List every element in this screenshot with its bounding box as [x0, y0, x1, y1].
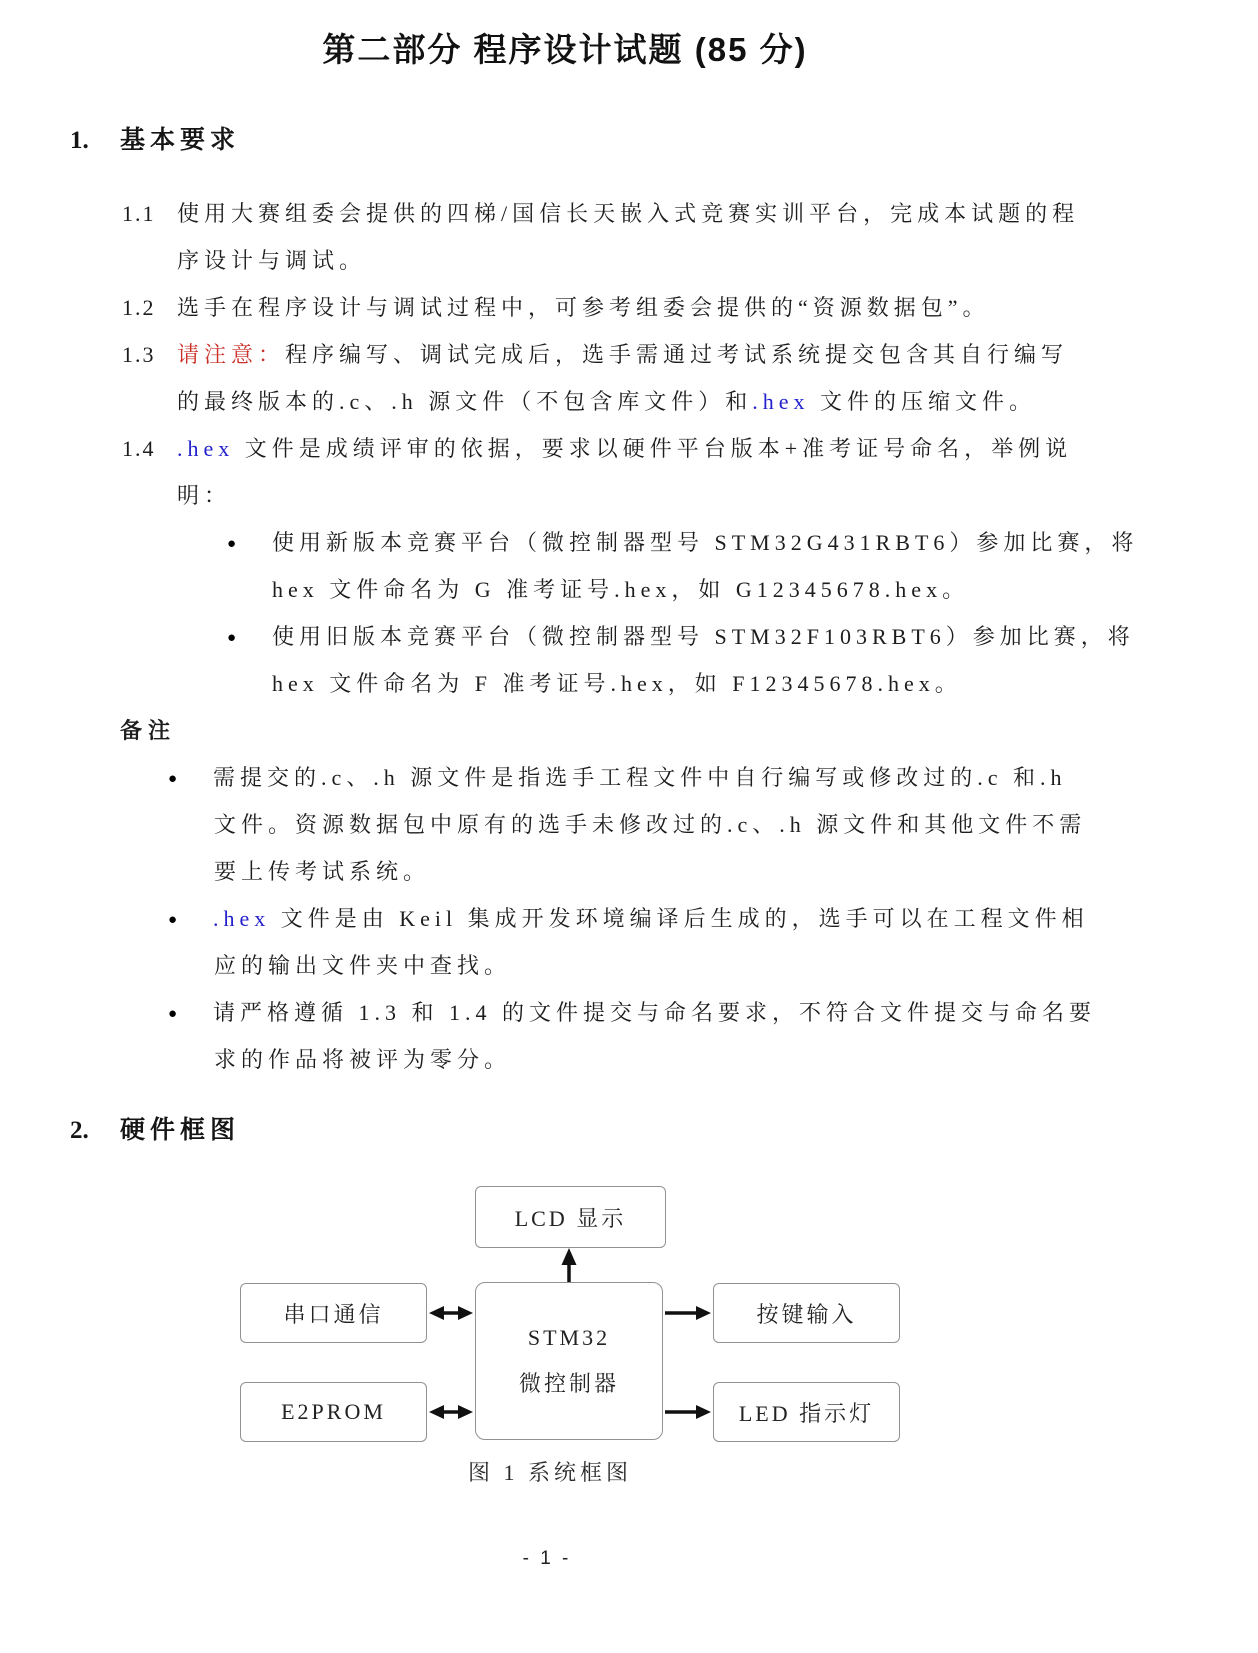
list-item-number: 1.2 [122, 295, 156, 320]
text-run: hex 文件命名为 F 准考证号.hex，如 F12345678.hex。 [272, 671, 962, 696]
text-line [0, 754, 1258, 801]
text-line [0, 519, 1258, 566]
text-run: 请严格遵循 1.3 和 1.4 的文件提交与命名要求，不符合文件提交与命名要 [213, 1000, 1097, 1025]
text-line [0, 190, 1258, 237]
text-run: 程序编写、调试完成后，选手需通过考试系统提交包含其自行编写 [285, 342, 1069, 367]
text-line [0, 378, 1258, 425]
section-title: 硬件框图 [120, 1117, 241, 1144]
page-number: - 1 - [522, 1548, 572, 1569]
text-line [0, 331, 1258, 378]
text-run: 求的作品将被评为零分。 [214, 1047, 512, 1072]
figure-caption: 图 1 系统框图 [467, 1460, 632, 1485]
text-line [0, 613, 1258, 660]
section-title: 基本要求 [120, 127, 241, 154]
text-run: 使用大赛组委会提供的四梯/国信长天嵌入式竞赛实训平台，完成本试题的程 [177, 201, 1080, 226]
text-run: 的最终版本的.c、.h 源文件（不包含库文件）和 [177, 389, 753, 414]
text-run: 文件是成绩评审的依据，要求以硬件平台版本+准考证号命名，举例说 [234, 436, 1073, 461]
text-run: hex 文件命名为 G 准考证号.hex，如 G12345678.hex。 [272, 577, 970, 602]
list-item-number: 1.4 [122, 436, 156, 461]
diagram-box-label: LCD 显示 [514, 1205, 627, 1231]
arrow-mcu-to-lcd [562, 1248, 577, 1282]
text-run: .hex [177, 436, 235, 461]
arrow-mcu-to-keys [665, 1306, 711, 1320]
text-run: 文件。资源数据包中原有的选手未修改过的.c、.h 源文件和其他文件不需 [214, 812, 1087, 837]
diagram-box-lcd-display [475, 1186, 666, 1248]
diagram-box-stm32-mcu [475, 1282, 663, 1440]
section-number: 2. [70, 1117, 89, 1144]
text-run: 明： [177, 483, 232, 508]
text-run: 文件的压缩文件。 [809, 389, 1037, 414]
text-run: 要上传考试系统。 [214, 859, 431, 884]
text-run: 选手在程序设计与调试过程中，可参考组委会提供的“资源数据包”。 [177, 295, 990, 320]
text-run: 需提交的.c、.h 源文件是指选手工程文件中自行编写或修改过的.c 和.h [213, 765, 1067, 790]
diagram-box-key-input [713, 1283, 900, 1343]
text-line [0, 284, 1258, 331]
text-line [0, 942, 1258, 989]
text-line [0, 1036, 1258, 1083]
diagram-box-label: 微控制器 [518, 1371, 619, 1396]
text-run: 应的输出文件夹中查找。 [214, 953, 512, 978]
text-run: 序设计与调试。 [177, 248, 367, 273]
arrow-mcu-to-led [665, 1405, 711, 1419]
text-run: .hex [752, 389, 810, 414]
bullet-icon: ● [168, 771, 178, 787]
text-run: 文件是由 Keil 集成开发环境编译后生成的，选手可以在工程文件相 [270, 906, 1089, 931]
diagram-box-label: LED 指示灯 [738, 1400, 875, 1426]
text-line [0, 566, 1258, 613]
list-item-number: 1.3 [122, 342, 156, 367]
diagram-box-label: 按键输入 [756, 1301, 857, 1327]
text-line [0, 801, 1258, 848]
text-run: 使用新版本竞赛平台（微控制器型号 STM32G431RBT6）参加比赛，将 [272, 530, 1139, 555]
bullet-icon: ● [168, 912, 178, 928]
bullet-icon: ● [227, 536, 237, 552]
diagram-box-label: 串口通信 [283, 1301, 384, 1327]
text-run: .hex [213, 906, 271, 931]
text-run: 使用旧版本竞赛平台（微控制器型号 STM32F103RBT6）参加比赛，将 [272, 624, 1135, 649]
text-line [0, 895, 1258, 942]
bullet-icon: ● [168, 1006, 178, 1022]
diagram-box-e2prom [240, 1382, 427, 1442]
text-line [0, 707, 1258, 754]
section-number: 1. [70, 127, 89, 154]
body-text [0, 190, 1258, 1083]
text-run: 请注意： [177, 342, 286, 367]
diagram-box-label: E2PROM [281, 1399, 386, 1424]
arrow-uart-mcu-bidirectional [429, 1306, 473, 1320]
document-title: 第二部分 程序设计试题 (85 分) [322, 31, 808, 68]
text-line [0, 237, 1258, 284]
section-heading-hardware-diagram [0, 1110, 1258, 1146]
text-line [0, 660, 1258, 707]
diagram-box-led-indicator [713, 1382, 900, 1442]
text-line [0, 425, 1258, 472]
diagram-box-serial-comm [240, 1283, 427, 1343]
text-run: 备注 [120, 718, 177, 743]
text-line [0, 989, 1258, 1036]
list-item-number: 1.1 [122, 201, 156, 226]
section-heading-basic-requirements [0, 120, 1258, 156]
text-line [0, 472, 1258, 519]
diagram-box-label: STM32 [527, 1325, 611, 1350]
bullet-icon: ● [227, 630, 237, 646]
arrow-eeprom-mcu-bidirectional [429, 1405, 473, 1419]
text-line [0, 848, 1258, 895]
